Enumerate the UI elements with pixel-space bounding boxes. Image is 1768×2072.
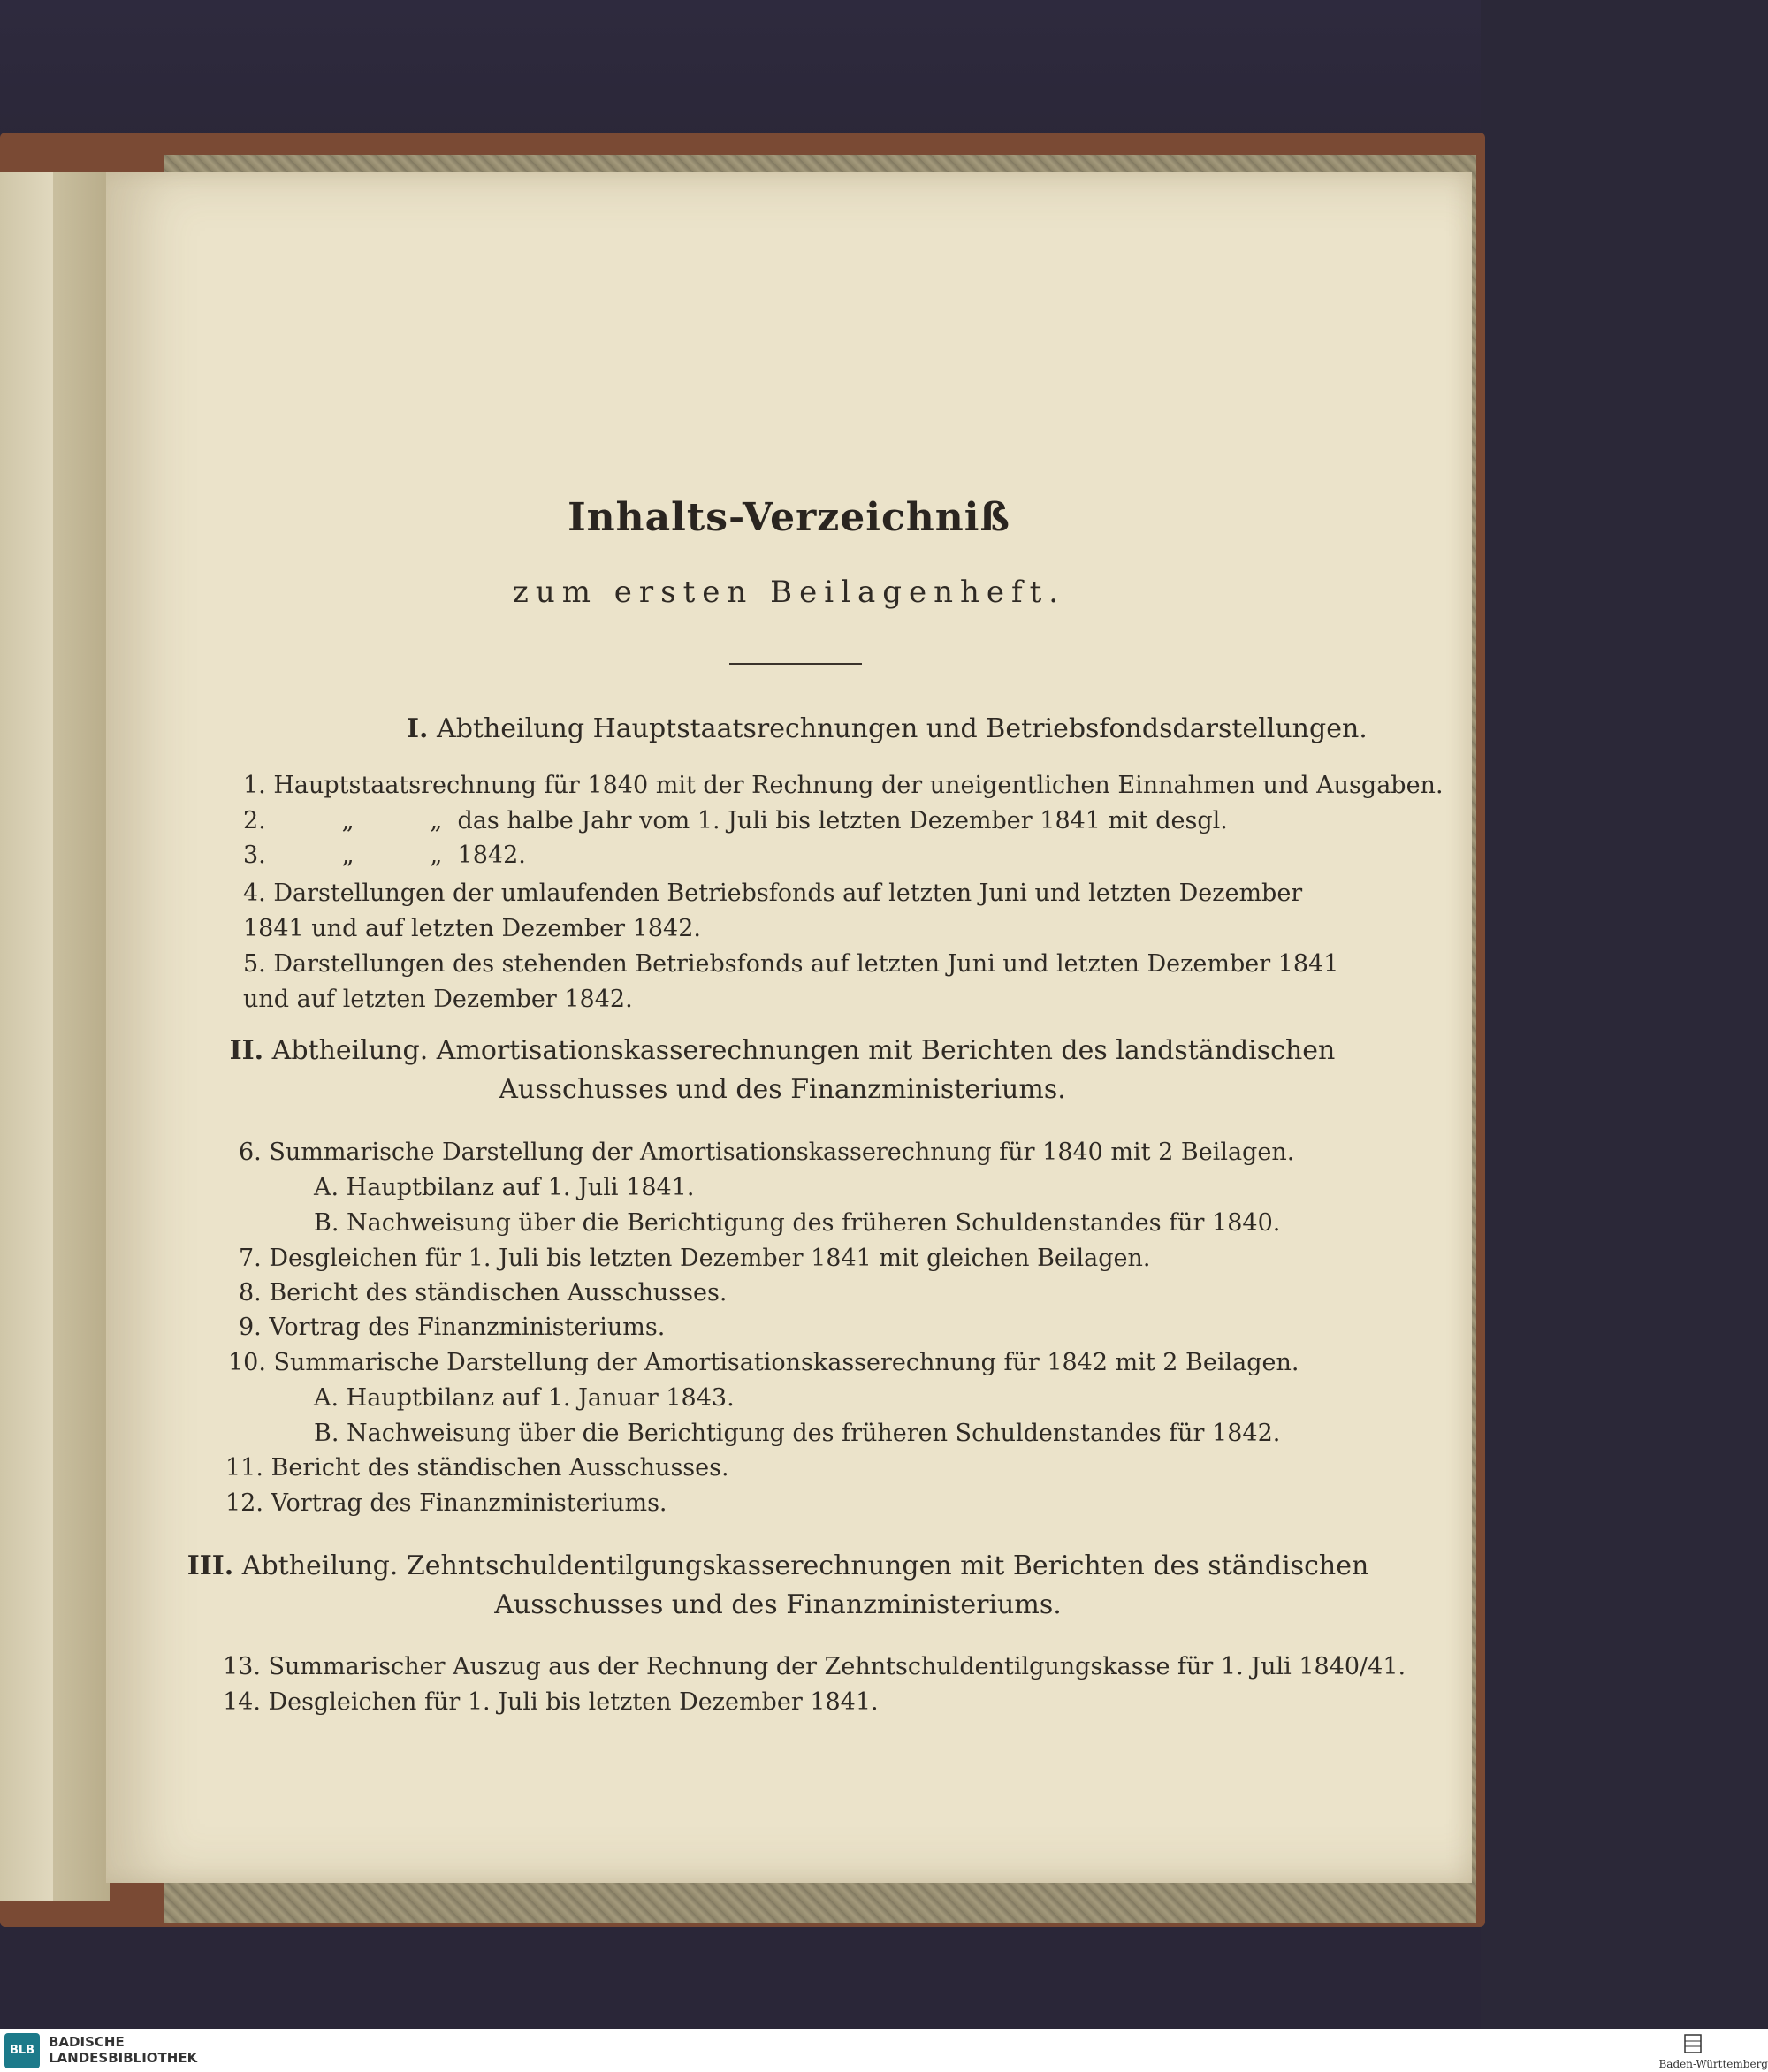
section-2-heading xyxy=(194,1032,1370,1109)
entry-6a: A. Hauptbilanz auf 1. Juli 1841. xyxy=(314,1174,695,1201)
entry-7: 7. Desgleichen für 1. Juli bis letzten Dezember 1841 mit gleichen Beilagen. xyxy=(239,1245,1151,1272)
entry-10b: B. Nachweisung über die Berichtigung des früheren Schuldenstandes für 1842. xyxy=(314,1420,1281,1447)
section-3-title: Abtheilung. Zehntschuldentilgungskasserechnungen mit Berichten des ständischen Ausschusses und des Finanzministeriums. xyxy=(241,1550,1369,1620)
entry-3: 3. „ „ 1842. xyxy=(243,842,526,869)
left-page-gutter xyxy=(53,172,110,1901)
entry-4: 4. Darstellungen der umlaufenden Betriebsfonds auf letzten Juni und letzten Dezember 1841 und auf letzten Dezember 1842. xyxy=(243,880,1303,942)
entry-8: 8. Bericht des ständischen Ausschusses. xyxy=(239,1279,728,1306)
entry-13: 13. Summarischer Auszug aus der Rechnung der Zehntschuldentilgungskasse für 1. Juli 1840/41. xyxy=(223,1653,1406,1680)
footer-bar xyxy=(0,2029,1768,2072)
section-2-title: Abtheilung. Amortisationskasserechnungen mit Berichten des landständischen Ausschusses und des Finanzministeriums. xyxy=(271,1035,1336,1105)
divider xyxy=(729,663,862,665)
library-name xyxy=(49,2034,197,2066)
section-1-title: Abtheilung Hauptstaatsrechnungen und Betriebsfondsdarstellungen. xyxy=(437,713,1368,744)
state-label: Baden-Württemberg xyxy=(1658,2058,1768,2070)
section-3-heading xyxy=(186,1547,1370,1625)
entry-6: 6. Summarische Darstellung der Amortisationskasserechnung für 1840 mit 2 Beilagen. xyxy=(239,1139,1295,1166)
entry-14: 14. Desgleichen für 1. Juli bis letzten Dezember 1841. xyxy=(223,1688,879,1716)
state-crest-icon xyxy=(1680,2031,1706,2058)
blb-logo: BLB xyxy=(4,2033,40,2068)
backdrop-right xyxy=(1481,0,1768,2029)
entry-2: 2. „ „ das halbe Jahr vom 1. Juli bis letzten Dezember 1841 mit desgl. xyxy=(243,807,1228,834)
entry-10: 10. Summarische Darstellung der Amortisationskasserechnung für 1842 mit 2 Beilagen. xyxy=(228,1349,1299,1376)
entry-12: 12. Vortrag des Finanzministeriums. xyxy=(225,1489,667,1517)
entry-6b: B. Nachweisung über die Berichtigung des früheren Schuldenstandes für 1840. xyxy=(314,1209,1281,1237)
document-page xyxy=(106,172,1472,1883)
section-1-number: I. xyxy=(407,713,429,744)
entry-11: 11. Bericht des ständischen Ausschusses. xyxy=(225,1454,729,1482)
entry-1: 1. Hauptstaatsrechnung für 1840 mit der Rechnung der uneigentlichen Einnahmen und Ausgaben. xyxy=(243,772,1444,799)
section-1-heading xyxy=(407,713,1368,744)
section-3-number: III. xyxy=(187,1550,234,1581)
entry-9: 9. Vortrag des Finanzministeriums. xyxy=(239,1314,666,1341)
page-title: Inhalts-Verzeichniß xyxy=(568,495,1010,540)
page-subtitle: zum ersten Beilagenheft. xyxy=(512,575,1066,610)
entry-5: 5. Darstellungen des stehenden Betriebsfonds auf letzten Juni und letzten Dezember 1841 und auf letzten Dezember 1842. xyxy=(243,950,1339,1013)
entry-10a: A. Hauptbilanz auf 1. Januar 1843. xyxy=(314,1384,735,1412)
section-2-number: II. xyxy=(229,1035,264,1066)
library-name-line1: BADISCHE xyxy=(49,2034,125,2050)
library-name-line2: LANDESBIBLIOTHEK xyxy=(49,2050,198,2066)
